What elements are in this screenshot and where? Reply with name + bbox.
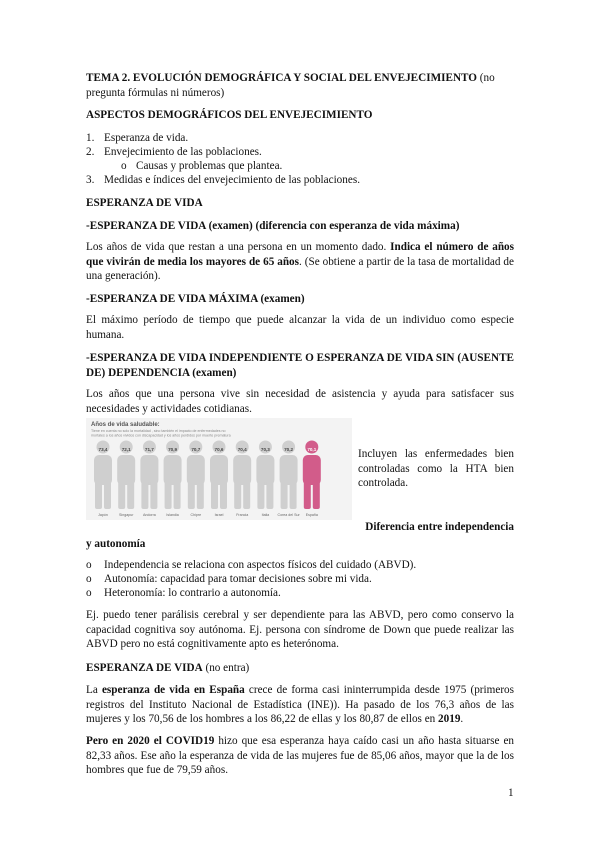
country-label: Corea del Sur [277, 513, 300, 517]
list-item: o Causas y problemas que plantea. [121, 160, 283, 172]
ev-espana-paragraph: La esperanza de vida en España crece de forma casi ininterrumpida desde 1975 (primeros registros del Instituto Nacional de Estadística (INE)). Ha pasado de los 76,3 años de las mujeres y los 70,56 de los hombres a los 86,22 de ellas y los 80,87 de ellos en 2019. [86, 684, 514, 726]
section-heading: ESPERANZA DE VIDA [86, 197, 203, 209]
person-value-label: 70,3 [260, 447, 270, 452]
country-label: Islandia [166, 513, 179, 517]
ev-maxima-heading: -ESPERANZA DE VIDA MÁXIMA (examen) [86, 293, 305, 305]
ev-examen-paragraph: Los años de vida que restan a una persona en un momento dado. Indica el número de años que vivirán de media los mayores de 65 años. (Se obtiene a partir de la tasa de mortalidad de una generación). [86, 241, 515, 283]
country-label: Japón [98, 513, 108, 517]
country-label: Italia [261, 513, 270, 517]
figure-caption: Incluyen las enfermedades bien controladas como la HTA bien controlada. [358, 448, 514, 490]
person-value-label: 70,9 [168, 447, 178, 452]
person-value-label: 70,2 [284, 447, 294, 452]
figure-subtitle: mortales a los años vividos con discapacidad y los años perdidos por muerte prematura [91, 433, 231, 438]
ev-no-entra-heading: ESPERANZA DE VIDA (no entra) [86, 662, 250, 674]
list-item: 3. Medidas e índices del envejecimiento de las poblaciones. [86, 174, 360, 186]
country-label: Singapur [119, 513, 134, 517]
person-value-label: 73,4 [98, 447, 108, 452]
country-label: Israel [214, 513, 224, 517]
healthy-life-years-chart [86, 418, 352, 520]
country-label: Francia [236, 513, 249, 517]
list-item: 1. Esperanza de vida. [86, 132, 189, 144]
example-paragraph: Ej. puedo tener parálisis cerebral y ser dependiente para las ABVD, pero como conservo la capacidad cognitiva soy autónoma. Ej. persona con síndrome de Down que puede realizar las ABVD pero no está cognitivamente apto es heterónoma. [86, 609, 514, 651]
country-label: España [305, 513, 318, 517]
country-label: Chipre [190, 513, 202, 517]
figure-title: Años de vida saludable: [91, 422, 160, 428]
person-value-label: 70,7 [191, 447, 201, 452]
diferencia-heading-continued: y autonomía [86, 538, 146, 550]
diferencia-heading: Diferencia entre independencia [365, 521, 514, 533]
ev-covid-paragraph: Pero en 2020 el COVID19 hizo que esa esperanza haya caído casi un año hasta situarse en 82,33 años. Ese año la esperanza de vida de las mujeres fue de 85,06 años, mayor que la de los hombres que fue de 79,59 años. [86, 735, 514, 777]
document-title: TEMA 2. EVOLUCIÓN DEMOGRÁFICA Y SOCIAL DEL ENVEJECIMIENTO (no pregunta fórmulas ni números) [86, 72, 495, 99]
ev-maxima-paragraph: El máximo período de tiempo que puede alcanzar la vida de un individuo como especie humana. [86, 314, 514, 341]
person-value-label: 72,1 [121, 447, 131, 452]
list-item: o Autonomía: capacidad para tomar decisiones sobre mi vida. [86, 573, 372, 585]
figure-subtitle: Tiene en cuenta no solo la mortalidad , sino también el impacto de enfermedades no [91, 429, 226, 433]
aspectos-heading: ASPECTOS DEMOGRÁFICOS DEL ENVEJECIMIENTO [86, 109, 373, 121]
list-item: o Independencia se relaciona con aspectos físicos del cuidado (ABVD). [86, 559, 417, 571]
list-item: o Heteronomía: lo contrario a autonomía. [86, 587, 281, 599]
person-value-label: 71,7 [144, 447, 154, 452]
ev-independiente-paragraph: Los años que una persona vive sin necesidad de asistencia y ayuda para satisfacer sus necesidades y actividades cotidianas. [86, 388, 514, 415]
ev-independiente-heading: -ESPERANZA DE VIDA INDEPENDIENTE O ESPERANZA DE VIDA SIN (AUSENTE DE) DEPENDENCIA (examen) [86, 352, 514, 379]
country-label: Andorra [143, 513, 156, 517]
person-value-label: 70,1 [307, 447, 317, 452]
healthy-life-years-figure [86, 418, 352, 520]
person-value-label: 70,6 [214, 447, 224, 452]
page-number: 1 [508, 787, 514, 799]
list-item: 2. Envejecimiento de las poblaciones. [86, 146, 262, 158]
ev-examen-heading: -ESPERANZA DE VIDA (examen) (diferencia con esperanza de vida máxima) [86, 220, 460, 232]
person-value-label: 70,4 [237, 447, 247, 452]
